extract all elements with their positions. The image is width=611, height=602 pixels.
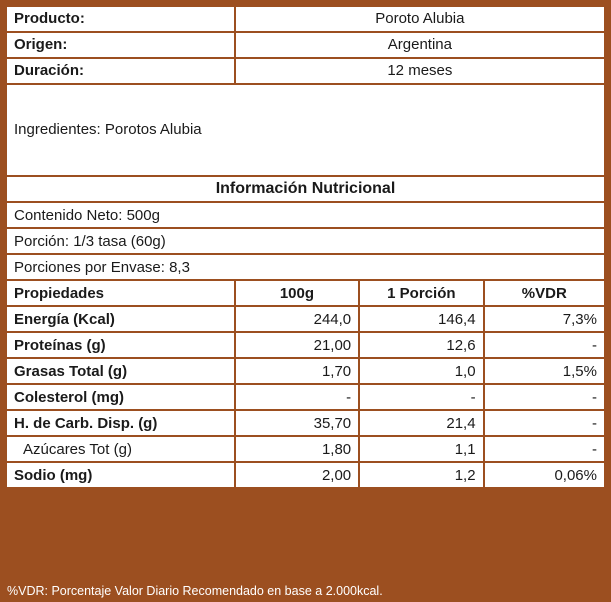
table-row <box>6 254 605 280</box>
row-value-100g: - <box>235 384 359 410</box>
row-property: Proteínas (g) <box>6 332 235 358</box>
product-value: Poroto Alubia <box>235 6 605 32</box>
row-property: Energía (Kcal) <box>6 306 235 332</box>
column-header-properties: Propiedades <box>6 280 235 306</box>
column-header-portion: 1 Porción <box>359 280 483 306</box>
table-row <box>6 202 605 228</box>
nutrition-table <box>5 5 606 489</box>
row-value-portion: 1,1 <box>359 436 483 462</box>
row-value-portion: 21,4 <box>359 410 483 436</box>
row-value-vdr: - <box>484 436 605 462</box>
table-row <box>6 58 605 84</box>
net-content: Contenido Neto: 500g <box>6 202 605 228</box>
row-value-portion: 146,4 <box>359 306 483 332</box>
origin-label: Origen: <box>6 32 235 58</box>
row-value-vdr: 7,3% <box>484 306 605 332</box>
nutrition-section-title: Información Nutricional <box>6 176 605 202</box>
table-row <box>6 332 605 358</box>
row-value-100g: 2,00 <box>235 462 359 488</box>
duration-value: 12 meses <box>235 58 605 84</box>
section-title-row <box>6 176 605 202</box>
row-property: Colesterol (mg) <box>6 384 235 410</box>
row-value-portion: 1,0 <box>359 358 483 384</box>
row-value-portion: 1,2 <box>359 462 483 488</box>
table-header-row <box>6 280 605 306</box>
row-value-100g: 21,00 <box>235 332 359 358</box>
row-value-vdr: - <box>484 384 605 410</box>
row-value-vdr: - <box>484 332 605 358</box>
serving-size: Porción: 1/3 tasa (60g) <box>6 228 605 254</box>
row-property: H. de Carb. Disp. (g) <box>6 410 235 436</box>
row-value-100g: 1,80 <box>235 436 359 462</box>
column-header-vdr: %VDR <box>484 280 605 306</box>
table-row <box>6 6 605 32</box>
table-row <box>6 306 605 332</box>
row-value-100g: 244,0 <box>235 306 359 332</box>
product-label: Producto: <box>6 6 235 32</box>
ingredients-text: Ingredientes: Porotos Alubia <box>6 84 605 176</box>
row-value-vdr: 0,06% <box>484 462 605 488</box>
servings-per-container: Porciones por Envase: 8,3 <box>6 254 605 280</box>
row-value-100g: 35,70 <box>235 410 359 436</box>
row-value-portion: 12,6 <box>359 332 483 358</box>
table-row <box>6 410 605 436</box>
nutrition-label-sheet <box>0 5 611 602</box>
table-row <box>6 358 605 384</box>
row-property: Azúcares Tot (g) <box>6 436 235 462</box>
duration-label: Duración: <box>6 58 235 84</box>
table-row <box>6 384 605 410</box>
row-property: Grasas Total (g) <box>6 358 235 384</box>
column-header-100g: 100g <box>235 280 359 306</box>
table-row <box>6 32 605 58</box>
ingredients-row <box>6 84 605 176</box>
table-row <box>6 462 605 488</box>
origin-value: Argentina <box>235 32 605 58</box>
row-value-100g: 1,70 <box>235 358 359 384</box>
row-value-vdr: - <box>484 410 605 436</box>
row-value-portion: - <box>359 384 483 410</box>
table-row <box>6 436 605 462</box>
table-row <box>6 228 605 254</box>
row-property: Sodio (mg) <box>6 462 235 488</box>
vdr-footnote: %VDR: Porcentaje Valor Diario Recomendado en base a 2.000kcal. <box>7 584 383 598</box>
row-value-vdr: 1,5% <box>484 358 605 384</box>
